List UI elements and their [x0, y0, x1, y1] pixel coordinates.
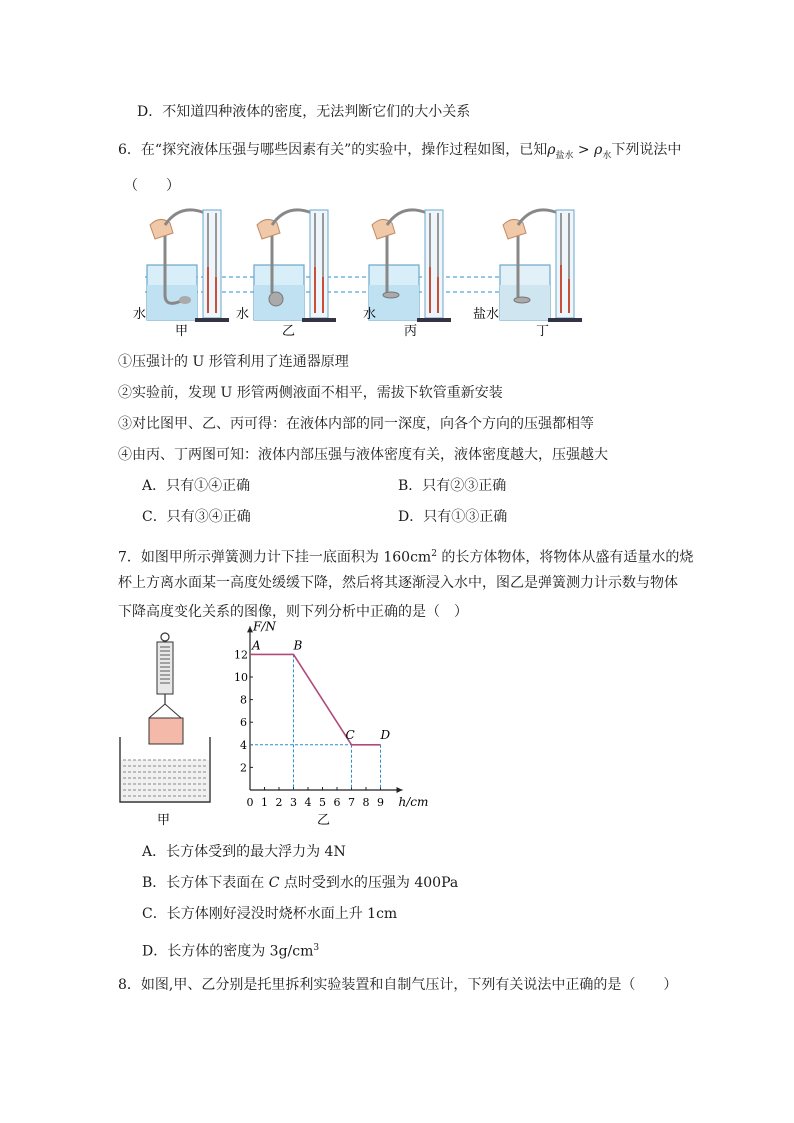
q8-stem: 8．如图,甲、乙分别是托里拆利实验装置和自制气压计，下列有关说法中正确的是（ ）: [118, 977, 678, 993]
point-label-b: B: [293, 638, 303, 653]
q7-option-a[interactable]: A．长方体受到的最大浮力为 4N: [142, 844, 346, 860]
q7-figure-jia: [115, 632, 225, 832]
q6-figure: [125, 205, 685, 345]
probe-head: [179, 296, 191, 304]
q6-option-b[interactable]: B．只有②③正确: [398, 478, 507, 494]
q7-stem-1a: 7．如图甲所示弹簧测力计下挂一底面积为 160cm: [118, 549, 432, 566]
x-tick-label: 8: [362, 796, 370, 809]
q7-option-d-1: D．长方体的密度为 3g/cm: [142, 943, 314, 960]
q5-option-d: D．不知道四种液体的密度，无法判断它们的大小关系: [137, 104, 471, 120]
hand-icon: [372, 219, 395, 239]
strings: [149, 704, 181, 718]
q6-statement-1: ①压强计的 U 形管利用了连通器原理: [118, 354, 349, 370]
q6-option-c[interactable]: C．只有③④正确: [142, 509, 251, 525]
label-jia: 甲: [175, 324, 189, 339]
q7-stem-line1: [118, 544, 693, 568]
setup-ding: [500, 210, 582, 322]
rho-subscript-salt: 盐水: [555, 150, 574, 161]
u-tube-board: [203, 210, 221, 318]
y-tick-label: 6: [240, 716, 247, 730]
x-axis-arrow: [397, 787, 403, 793]
label-water-1: 水: [133, 307, 147, 322]
q7-stem-1b: 的长方体物体，将物体从盛有适量水的烧: [436, 549, 694, 566]
probe-head: [514, 297, 530, 303]
x-tick-label: 5: [319, 796, 326, 809]
label-salt-water: 盐水: [473, 307, 500, 322]
x-tick-label: 0: [246, 796, 254, 809]
label-ding: 丁: [536, 324, 550, 339]
q6-stem-a: 6．在“探究液体压强与哪些因素有关”的实验中，操作过程如图，已知: [118, 142, 548, 158]
q7-chart: [222, 619, 437, 830]
y-tick-label: 10: [234, 671, 248, 684]
x-axis-label: h/cm: [398, 795, 429, 809]
y-tick-label: 4: [240, 738, 247, 752]
setup-yi: [254, 210, 336, 322]
q6-option-d[interactable]: D．只有①③正确: [398, 509, 508, 525]
point-label-d: D: [380, 727, 391, 742]
label-yi: 乙: [282, 324, 296, 339]
q7-option-c[interactable]: C．长方体刚好浸没时烧杯水面上升 1cm: [142, 906, 398, 922]
probe-head: [269, 292, 283, 306]
spring-scale-body: [157, 642, 173, 694]
probe-head: [383, 292, 399, 298]
y-tick-label: 12: [234, 648, 248, 662]
q7-stem-line3: 下降高度变化关系的图像，则下列分析中正确的是（ ）: [118, 604, 468, 620]
q7-option-b[interactable]: [142, 873, 458, 893]
point-label-c: C: [345, 727, 355, 742]
q6-statement-4: ④由丙、丁两图可知：液体内部压强与液体密度有关，液体密度越大，压强越大: [118, 447, 608, 463]
q7-sup-2: 2: [431, 549, 437, 559]
x-tick-label: 4: [304, 796, 312, 809]
rho-symbol: ρ: [594, 142, 603, 158]
label-bing: 丙: [404, 324, 418, 339]
x-tick-label: 6: [333, 796, 341, 809]
rho-symbol: ρ: [547, 142, 556, 158]
q6-answer-paren: （ ）: [124, 178, 180, 194]
stand-base: [195, 318, 229, 322]
x-tick-label: 1: [261, 796, 268, 809]
q7-stem-line2: 杯上方离水面某一高度处缓缓下降，然后将其逐渐浸入水中，图乙是弹簧测力计示数与物体: [118, 575, 678, 591]
x-tick-label: 9: [377, 796, 384, 809]
hand-icon: [257, 219, 280, 239]
spring-scale-ring: [161, 633, 169, 641]
rubber-hose: [165, 210, 205, 225]
q6-stem-b: 下列说法中: [611, 142, 682, 158]
q7-option-d[interactable]: [142, 938, 319, 962]
rho-subscript-water: 水: [602, 150, 612, 161]
x-tick-label: 2: [275, 796, 283, 809]
x-tick-label: 7: [348, 796, 355, 809]
q7-option-b-2: 点时受到水的压强为 400Pa: [279, 875, 459, 891]
label-water-2: 水: [236, 307, 250, 322]
cuboid-block: [149, 718, 183, 744]
series-line: [250, 654, 381, 744]
q7-option-b-point: C: [268, 875, 280, 891]
q7-option-b-1: B．长方体下表面在: [142, 875, 269, 891]
y-tick-label: 2: [240, 761, 247, 775]
y-axis-label: F/N: [253, 619, 276, 634]
q6-option-a[interactable]: A．只有①④正确: [142, 478, 251, 494]
q6-statement-2: ②实验前，发现 U 形管两侧液面不相平，需拔下软管重新安装: [118, 385, 503, 401]
setup-jia: [147, 210, 229, 322]
hand-icon: [503, 219, 526, 239]
q6-stem: [118, 140, 681, 166]
label-yi: 乙: [317, 813, 331, 828]
label-jia: 甲: [157, 813, 171, 828]
setup-bing: [369, 210, 451, 322]
label-water-3: 水: [363, 307, 377, 322]
q6-statement-3: ③对比图甲、乙、丙可得：在液体内部的同一深度，向各个方向的压强都相等: [118, 416, 594, 432]
greater-than: >: [573, 142, 595, 158]
y-tick-label: 8: [240, 693, 247, 707]
x-tick-label: 3: [290, 796, 297, 809]
q7-option-d-sup: 3: [313, 943, 320, 953]
hand-icon: [150, 219, 173, 239]
point-label-a: A: [252, 638, 261, 653]
